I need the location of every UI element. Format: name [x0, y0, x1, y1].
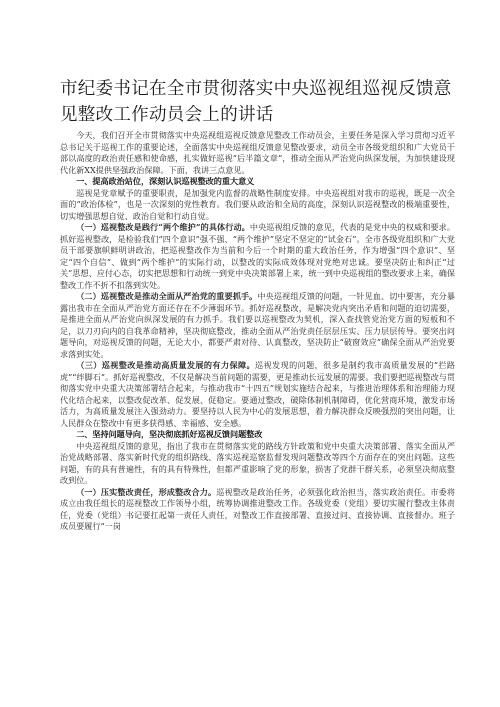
subheading: （一）巡视整改是践行“两个维护”的具体行动。 [76, 222, 250, 232]
paragraph [60, 360, 455, 429]
document-title: 市纪委书记在全市贯彻落实中央巡视组巡视反馈意见整改工作动员会上的讲话 [60, 79, 452, 125]
intro-paragraph: 今天，我们召开全市贯彻落实中央巡视组巡视反馈意见整改工作动员会，主要任务是深入学习贯彻习近平总书记关于巡视工作的重要论述，全面落实中央巡视组反馈意见整改要求，动员全市各级党组织和广大党员干部以高度的政治责任感和使命感，扎实做好巡视“后半篇文章”，推动全面从严治党向纵深发展，为加快建设现代化新XX提供坚强政治保障。下面，我讲三点意见。 [60, 130, 455, 175]
section-heading-2: 二、坚持问题导向，坚决彻底抓好巡视反馈问题整改 [76, 429, 263, 439]
paragraph-text: 巡视整改是政治任务，必须强化政治担当，落实政治责任。市委将成立由我任组长的巡视整改工作领导小组，统筹协调推进整改工作。各级党委（党组）要切实履行整改主体责任，党委（党组）书记要扛起第一责任人责任，对整改工作直接部署、直接过问、直接协调、直接督办。班子成员要履行“一岗 [60, 486, 455, 531]
paragraph [60, 291, 455, 360]
paragraph-text: 中央巡视组反馈的问题，一针见血、切中要害，充分暴露出我市在全面从严治党方面还存在不少薄弱环节。抓好巡视整改，是解决党内突出矛盾和问题的迫切需要，是推进全面从严治党向纵深发展的有力抓手。我们要以巡视整改为契机，深入查找管党治党方面的短板和不足，以刀刃向内的自我革命精神，坚决彻底整改，推动全面从严治党责任层层压实、压力层层传导。要突出问题导向，对巡视反馈的问题，无论大小，都要严肃对待、认真整改，坚决防止“破窗效应”确保全面从严治党要求落到实处。 [60, 291, 455, 359]
subheading: （三）巡视整改是推动高质量发展的有力保障。 [76, 360, 256, 370]
paragraph: 巡视是党章赋予的重要职责，是加强党内监督的战略性制度安排。中央巡视组对我市的巡视，既是一次全面的“政治体检”，也是一次深刻的党性教育。我们要从政治和全局的高度，深刻认识巡视整改的极端重要性，切实增强思想自觉、政治自觉和行动自觉。 [60, 187, 455, 221]
subheading: （一）压实整改责任，形成整改合力。 [76, 486, 217, 497]
section-heading-1: 一、提高政治站位，深刻认识巡视整改的重大意义 [76, 176, 255, 186]
paragraph [60, 487, 455, 533]
paragraph: 中央巡视组反馈的意见，指出了我市在贯彻落实党的路线方针政策和党中央重大决策部署、落实全面从严治党战略部署、落实新时代党的组织路线、落实巡视巡察监督发现问题整改等四个方面存在的突出问题。这些问题，有的具有普遍性，有的具有特殊性，但都严重影响了党的形象，损害了党群干群关系，必须坚决彻底整改到位。 [60, 440, 455, 485]
paragraph-text: 中央巡视组反馈的意见，代表的是党中央的权威和要求。抓好巡视整改，是检验我们“四个意识”强不强、“两个维护”坚定不坚定的“试金石”。全市各级党组织和广大党员干部要旗帜鲜明讲政治，把巡视整改作为当前和今后一个时期的重大政治任务，作为增强“四个意识”、坚定“四个自信”、做到“两个维护”的实际行动，以整改的实际成效体现对党绝对忠诚。要坚决防止和纠正“过关”思想、应付心态，切实把思想和行动统一到党中央决策部署上来，统一到中央巡视组的整改要求上来，确保整改工作不折不扣落到实处。 [60, 222, 455, 290]
paragraph-text: 巡视发现的问题，很多是制约我市高质量发展的“拦路虎”“绊脚石”。抓好巡视整改，不仅是解决当前问题的需要，更是推动长远发展的需要。我们要把巡视整改与贯彻落实党中央重大决策部署结合起来，与推动我市“十四五”规划实施结合起来，与推进治理体系和治理能力现代化结合起来，以整改促改革、促发展、促稳定。要通过整改，破除体制机制障碍，优化营商环境，激发市场活力，为高质量发展注入强劲动力。要坚持以人民为中心的发展思想，着力解决群众反映强烈的突出问题，让人民群众在整改中有更多获得感、幸福感、安全感。 [60, 360, 455, 428]
subheading: （二）巡视整改是推动全面从严治党的重要抓手。 [76, 291, 258, 301]
document-body [60, 130, 455, 533]
paragraph [60, 222, 455, 291]
